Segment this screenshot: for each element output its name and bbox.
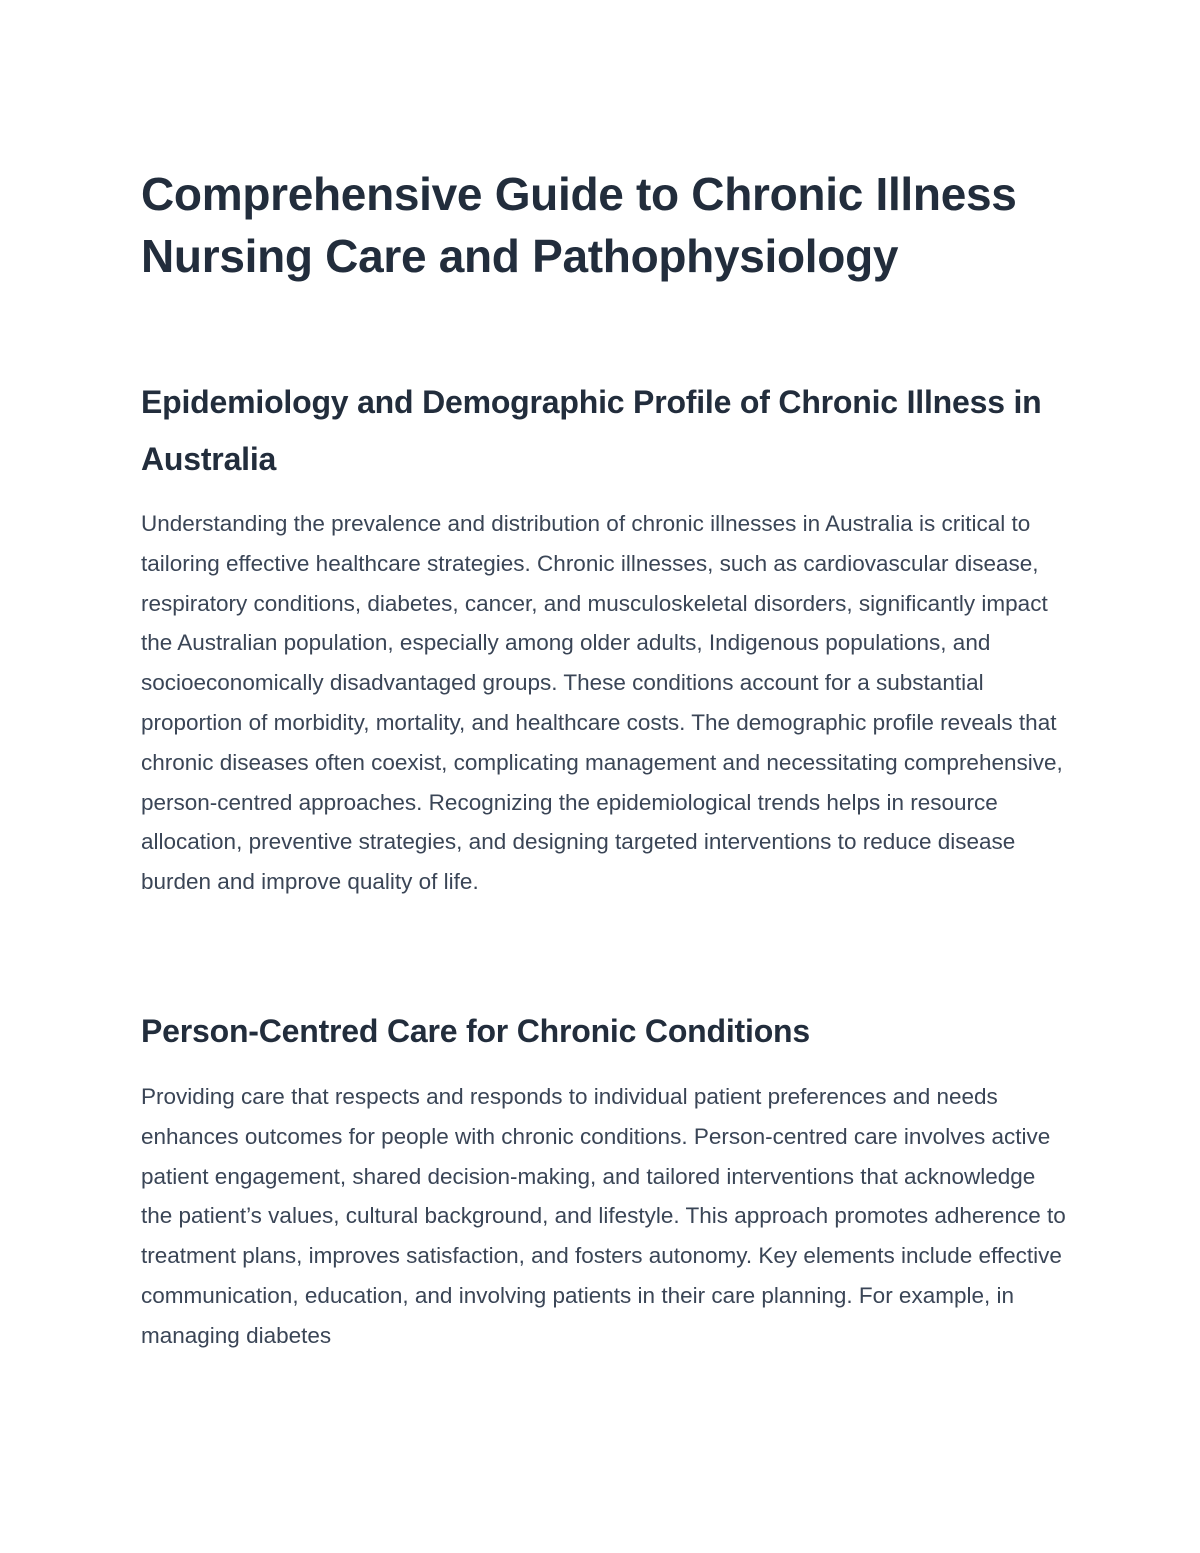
section-heading-epidemiology: Epidemiology and Demographic Profile of Chronic Illness in Australia — [141, 384, 1042, 477]
document-title: Comprehensive Guide to Chronic Illness Nursing Care and Pathophysiology — [141, 168, 1017, 282]
section-body-epidemiology: Understanding the prevalence and distribution of chronic illnesses in Australia is critical to tailoring effective healthcare strategies. Chronic illnesses, such as cardiovascular disease, respiratory conditions, diabetes, cancer, and musculoskeletal disorders, significantly impact the Australian population, especially among older adults, Indigenous populations, and socioeconomically disadvantaged groups. These conditions account for a substantial proportion of morbidity, mortality, and healthcare costs. The demographic profile reveals that chronic diseases often coexist, complicating management and necessitating comprehensive, person-centred approaches. Recognizing the epidemiological trends helps in resource allocation, preventive strategies, and designing targeted interventions to reduce disease burden and improve quality of life. — [141, 511, 1063, 895]
section-heading-person-centred-care: Person-Centred Care for Chronic Conditions — [141, 1013, 810, 1049]
section-body-person-centred-care: Providing care that respects and responds to individual patient preferences and needs enhances outcomes for people with chronic conditions. Person-centred care involves active patient engagement, shared decision-making, and tailored interventions that acknowledge the patient’s values, cultural background, and lifestyle. This approach promotes adherence to treatment plans, improves satisfaction, and fosters autonomy. Key elements include effective communication, education, and involving patients in their care planning. For example, in managing diabetes — [141, 1084, 1066, 1348]
